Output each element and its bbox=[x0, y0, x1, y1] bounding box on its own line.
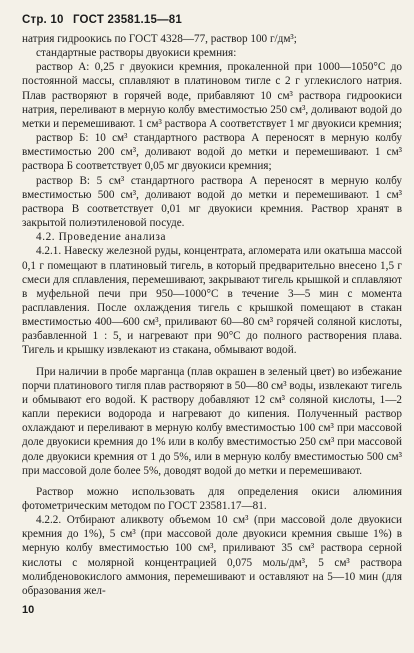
paragraph: раствор В: 5 см³ стандартного раствора А переносят в мерную колбу вместимостью 500 см³, доливают водой до метки и перемешивают. 1 см³ раствора В соответствует 0,01 мг двуокиси кремния. Раствор хранят в закрытой полиэтиленовой посуде. bbox=[22, 174, 402, 230]
body-text bbox=[22, 32, 402, 598]
page-header bbox=[22, 14, 188, 26]
page-label: Стр. 10 bbox=[22, 14, 64, 26]
paragraph: стандартные растворы двуокиси кремния: bbox=[36, 47, 237, 60]
standard-code: ГОСТ 23581.15—81 bbox=[72, 14, 182, 26]
paragraph: натрия гидроокись по ГОСТ 4328—77, раствор 100 г/дм³; bbox=[22, 33, 297, 45]
paragraph: раствор Б: 10 см³ стандартного раствора А переносят в мерную колбу вместимостью 200 см³, доливают водой до метки и перемешивают. 1 см³ раствора Б соответствует 0,05 мг двуокиси кремния; bbox=[22, 132, 402, 173]
paragraph: Раствор можно использовать для определения окиси алюминия фотометрическим методом по ГОСТ 23581.17—81. bbox=[22, 485, 402, 512]
paragraph: При наличии в пробе марганца (плав окрашен в зеленый цвет) во избежание порчи платинового тигля плав растворяют в 50—80 см³ воды, извлекают тигель и обмывают его водой. К раствору добавляют 12 см³ соляной кислоты, 1—2 капли перекиси водорода и нагревают до кипения. Полученный раствор охлаждают и переливают в мерную колбу вместимостью 100 см³ при массовой доле двуокиси кремния до 1% или в колбу вместимостью 250 см³ при массовой доле двуокиси кремния от 1 до 5%, или в мерную колбу вместимостью 500 см³ при массовой доле более 5%, доводят водой до метки и перемешивают. bbox=[22, 365, 402, 477]
paragraph: 4.2.1. Навеску железной руды, концентрата, агломерата или окатыша массой 0,1 г помещают в платиновый тигель, в который предварительно внесено 1,5 г смеси для сплавления, перемешивают, закрывают тигель крышкой и сплавляют в муфельной печи при 950—1000°С в течение 3—5 мин с момента расплавления. После охлаждения тигель с крышкой помещают в стакан вместимостью 400—600 см³, приливают 60—80 см³ горячей соляной кислоты, разбавленной 1 : 5, и нагревают при 90°С до полного растворения плава. Тигель и крышку извлекают из стакана, обмывают водой. bbox=[22, 245, 402, 357]
page-number: 10 bbox=[22, 604, 35, 616]
section-heading: 4.2. Проведение анализа bbox=[36, 231, 167, 244]
paragraph: 4.2.2. Отбирают аликвоту объемом 10 см³ (при массовой доле двуокиси кремния до 1%), 5 см³ (при массовой доле двуокиси кремния свыше 1%) в мерную колбу вместимостью 100 см³, приливают 35 см³ раствора серной кислоты с молярной концентрацией 0,075 моль/дм³, 5 см³ раствора молибденовокислого аммония, перемешивают и оставляют на 5—10 мин (для образования жел- bbox=[22, 514, 402, 597]
paragraph: раствор А: 0,25 г двуокиси кремния, прокаленной при 1000—1050°С до постоянной массы, сплавляют в платиновом тигле с 2 г углекислого натрия. Плав растворяют в горячей воде, прибавляют 10 см³ раствора гидроокиси натрия, переливают в мерную колбу вместимостью 250 см³, доливают водой до метки и перемешивают. 1 см³ раствора А соответствует 1 мг двуокиси кремния; bbox=[22, 61, 402, 130]
